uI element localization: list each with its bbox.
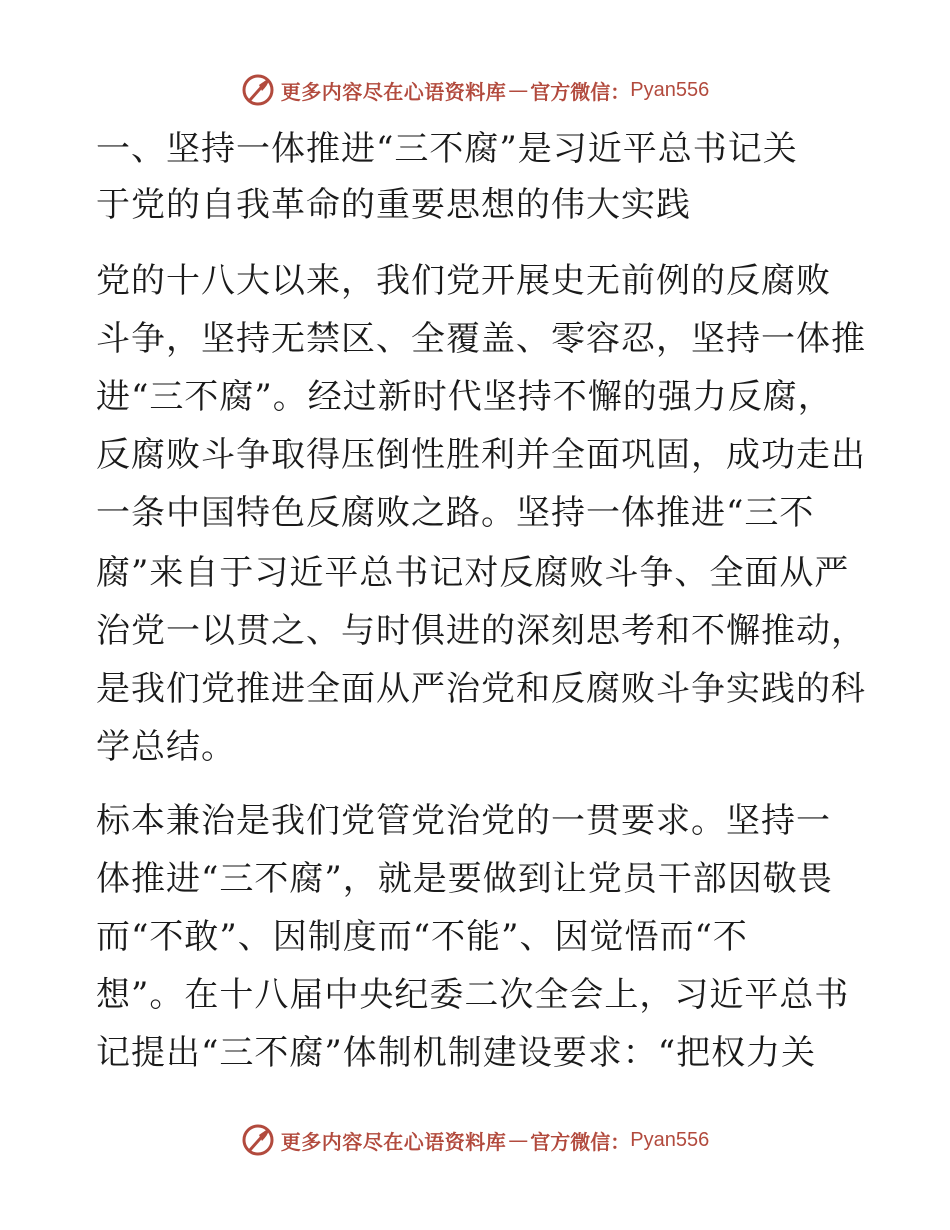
paragraph-1-line: 党的十八大以来，我们党开展史无前例的反腐败 xyxy=(96,261,831,301)
paragraph-2-line: 而“不敢”、因制度而“不能”、因觉悟而“不 xyxy=(96,917,748,957)
banner-wechat-id: Pyan556 xyxy=(630,78,710,101)
banner-wechat-label: 官方微信： xyxy=(530,79,631,104)
quill-logo-icon xyxy=(241,1123,275,1157)
heading-line: 于党的自我革命的重要思想的伟大实践 xyxy=(96,185,691,225)
paragraph-1-line: 是我们党推进全面从严治党和反腐败斗争实践的科 xyxy=(96,669,866,709)
banner-site-text: 更多内容尽在心语资料库 xyxy=(280,1129,507,1154)
banner-dash: — xyxy=(508,78,529,102)
banner-dash: — xyxy=(508,1128,529,1152)
watermark-banner-top xyxy=(0,70,950,110)
paragraph-1-line: 进“三不腐”。经过新时代坚持不懈的强力反腐， xyxy=(96,377,833,417)
paragraph-1-line: 反腐败斗争取得压倒性胜利并全面巩固，成功走出 xyxy=(96,435,866,475)
banner-wechat-id: Pyan556 xyxy=(630,1128,710,1151)
paragraph-2-line: 标本兼治是我们党管党治党的一贯要求。坚持一 xyxy=(96,801,831,841)
paragraph-2-line: 想”。在十八届中央纪委二次全会上，习近平总书 xyxy=(96,975,850,1015)
banner-site-text: 更多内容尽在心语资料库 xyxy=(280,79,507,104)
quill-logo-icon xyxy=(241,73,275,107)
heading-line: 一、坚持一体推进“三不腐”是习近平总书记关 xyxy=(96,129,798,169)
paragraph-2-line: 记提出“三不腐”体制机制建设要求：“把权力关 xyxy=(96,1033,817,1073)
paragraph-1-line: 腐”来自于习近平总书记对反腐败斗争、全面从严 xyxy=(96,553,850,593)
paragraph-2-line: 体推进“三不腐”，就是要做到让党员干部因敬畏 xyxy=(96,859,833,899)
paragraph-1-line: 治党一以贯之、与时俱进的深刻思考和不懈推动， xyxy=(96,611,866,651)
banner-wechat-label: 官方微信： xyxy=(530,1129,631,1154)
paragraph-1-line: 学总结。 xyxy=(96,727,236,767)
watermark-banner-bottom xyxy=(0,1120,950,1160)
paragraph-1-line: 一条中国特色反腐败之路。坚持一体推进“三不 xyxy=(96,493,815,533)
paragraph-1-line: 斗争，坚持无禁区、全覆盖、零容忍，坚持一体推 xyxy=(96,319,866,359)
